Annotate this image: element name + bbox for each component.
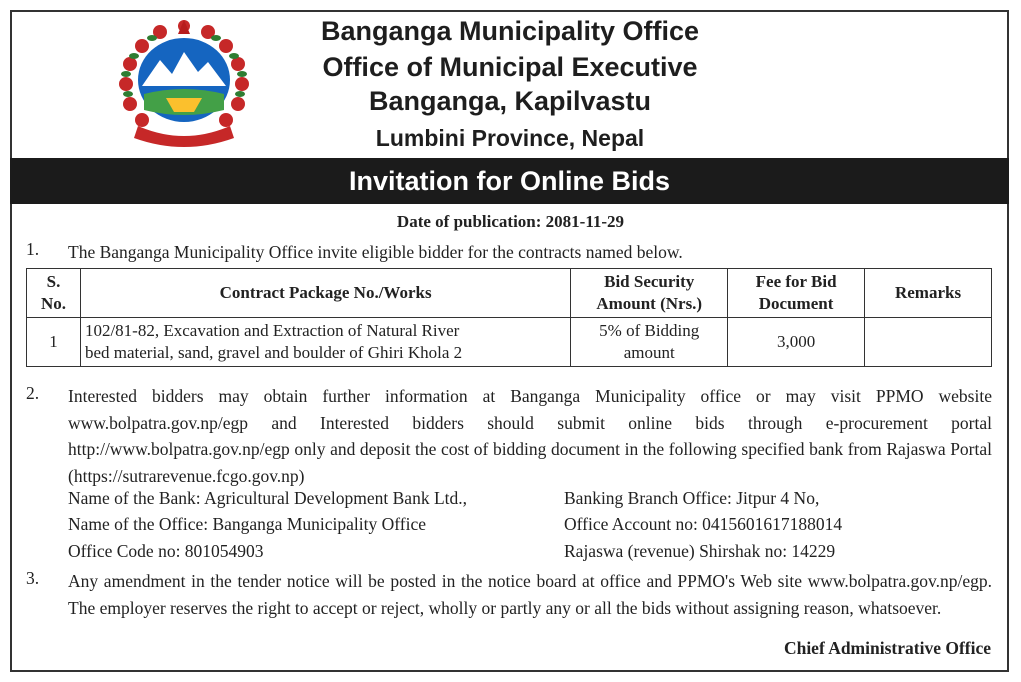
office-name-heading: Banganga Municipality Office	[320, 16, 700, 46]
item-number: 3.	[26, 568, 40, 588]
branch-office: Banking Branch Office: Jitpur 4 No,	[564, 488, 820, 508]
sno-header: S. No.	[27, 269, 81, 318]
province-heading: Lumbini Province, Nepal	[375, 125, 645, 151]
account-number: Office Account no: 0415601617188014	[564, 514, 843, 534]
remarks-cell	[865, 318, 992, 367]
location-heading: Banganga, Kapilvastu	[368, 86, 652, 116]
fee-cell: 3,000	[728, 318, 865, 367]
notice-title-banner: Invitation for Online Bids	[10, 158, 1009, 204]
fee-header: Fee for Bid Document	[728, 269, 865, 318]
table-row	[27, 318, 992, 367]
work-header: Contract Package No./Works	[80, 269, 570, 318]
security-header: Bid Security Amount (Nrs.)	[571, 269, 728, 318]
bank-name: Name of the Bank: Agricultural Development Bank Ltd.,	[68, 488, 467, 508]
item-text: The Banganga Municipality Office invite eligible bidder for the contracts named below.	[68, 242, 683, 262]
item-number: 1.	[26, 239, 40, 259]
remarks-header: Remarks	[865, 269, 992, 318]
revenue-shirshak: Rajaswa (revenue) Shirshak no: 14229	[564, 541, 836, 561]
office-name: Name of the Office: Banganga Municipality Office	[68, 514, 426, 534]
office-code: Office Code no: 801054903	[68, 541, 264, 561]
executive-office-heading: Office of Municipal Executive	[322, 52, 698, 82]
publication-date: Date of publication: 2081-11-29	[396, 212, 625, 231]
item-text: Interested bidders may obtain further information at Banganga Municipality office or may visit PPMO website www.bolpatra.gov.np/egp and Interested bidders should submit online bids through e-procurement portal http://www.bolpatra.gov.np/egp only and deposit the cost of bidding document in the following specified bank from Rajaswa Portal (https://sutrarevenue.fcgo.gov.np)	[68, 386, 992, 486]
bids-table	[26, 268, 992, 367]
table-header-row	[27, 269, 992, 318]
item-number: 2.	[26, 383, 40, 403]
item-text: Any amendment in the tender notice will be posted in the notice board at office and PPMO's Web site www.bolpatra.gov.np/egp. The employer reserves the right to accept or reject, wholly or partly any or all the bids without assigning reason, whatsoever.	[68, 571, 992, 618]
security-cell: 5% of Bidding amount	[571, 318, 728, 367]
work-cell: 102/81-82, Excavation and Extraction of Natural River bed material, sand, gravel and boulder of Ghiri Khola 2	[80, 318, 570, 367]
sno-cell: 1	[27, 318, 81, 367]
signature-line: Chief Administrative Office	[783, 638, 991, 658]
nepal-emblem-icon	[104, 14, 264, 154]
